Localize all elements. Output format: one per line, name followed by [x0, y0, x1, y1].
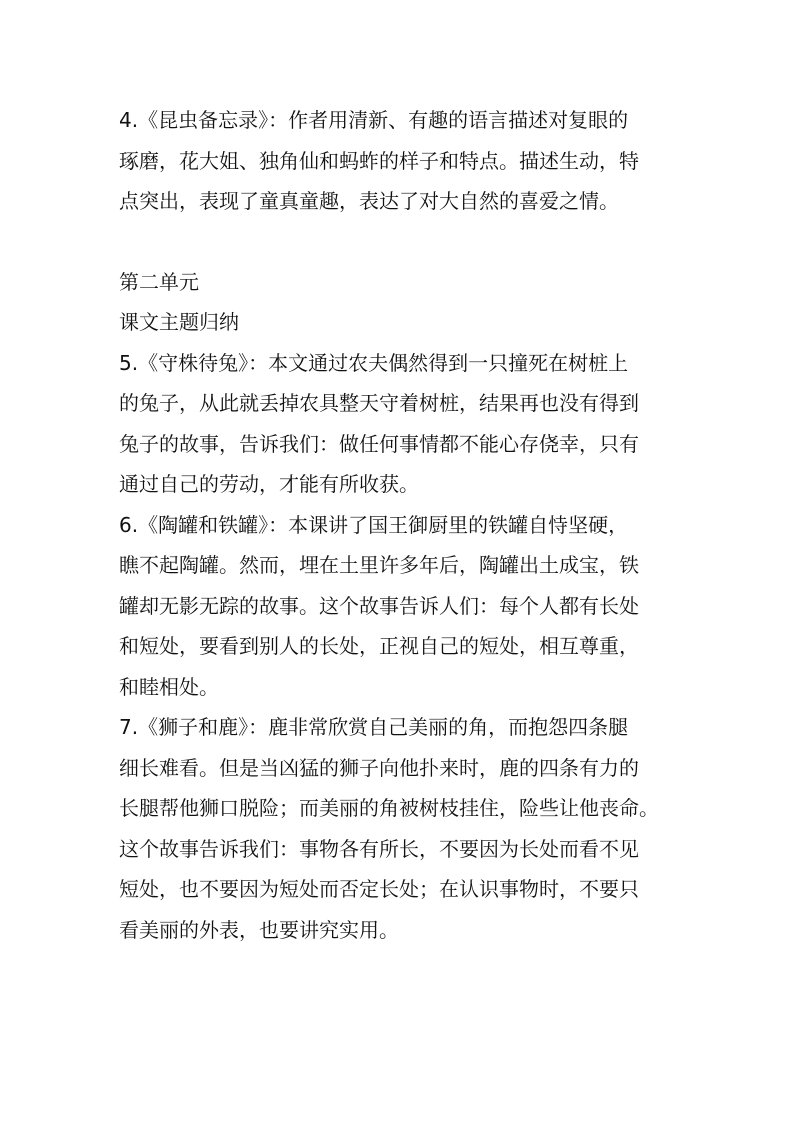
- text-line: 罐却无影无踪的故事。这个故事告诉人们：每个人都有长处: [119, 593, 639, 618]
- paragraph-gap: [119, 222, 679, 262]
- text-line: 琢磨，花大姐、独角仙和蚂蚱的样子和特点。描述生动，特: [119, 148, 639, 173]
- paragraph-item-6: [119, 505, 679, 708]
- text-line: 这个故事告诉我们：事物各有所长，不要因为长处而看不见: [119, 836, 639, 861]
- text-line: 长腿帮他狮口脱险；而美丽的角被树枝挂住，险些让他丧命。: [119, 796, 659, 820]
- paragraph-item-7: [119, 707, 679, 950]
- unit-title: 第二单元: [119, 269, 199, 294]
- text-line: 瞧不起陶罐。然而，埋在土里许多年后，陶罐出土成宝，铁: [119, 553, 639, 577]
- text-line: 细长难看。但是当凶猛的狮子向他扑来时，鹿的四条有力的: [119, 755, 639, 780]
- text-line: 和睦相处。: [119, 674, 219, 699]
- text-line: 兔子的故事，告诉我们：做任何事情都不能心存侥幸，只有: [119, 431, 639, 456]
- text-line: 5.《守株待兔》：本文通过农夫偶然得到一只撞死在树桩上: [119, 350, 629, 375]
- section-title: 课文主题归纳: [119, 310, 239, 334]
- text-line: 4.《昆虫备忘录》：作者用清新、有趣的语言描述对复眼的: [119, 108, 629, 132]
- text-line: 看美丽的外表，也要讲究实用。: [119, 917, 399, 942]
- text-line: 6.《陶罐和铁罐》：本课讲了国王御厨里的铁罐自恃坚硬，: [119, 512, 629, 537]
- text-line: 7.《狮子和鹿》：鹿非常欣赏自己美丽的角，而抱怨四条腿: [119, 715, 629, 739]
- paragraph-item-5: [119, 343, 679, 505]
- text-line: 短处，也不要因为短处而否定长处；在认识事物时，不要只: [119, 877, 639, 901]
- text-line: 的兔子，从此就丢掉农具整天守着树桩，结果再也没有得到: [119, 391, 639, 415]
- text-line: 点突出，表现了童真童趣，表达了对大自然的喜爱之情。: [119, 189, 619, 213]
- paragraph-item-4: [119, 100, 679, 222]
- text-line: 和短处，要看到别人的长处，正视自己的短处，相互尊重，: [119, 634, 639, 658]
- text-line: 通过自己的劳动，才能有所收获。: [119, 472, 419, 496]
- document-page: [119, 100, 679, 950]
